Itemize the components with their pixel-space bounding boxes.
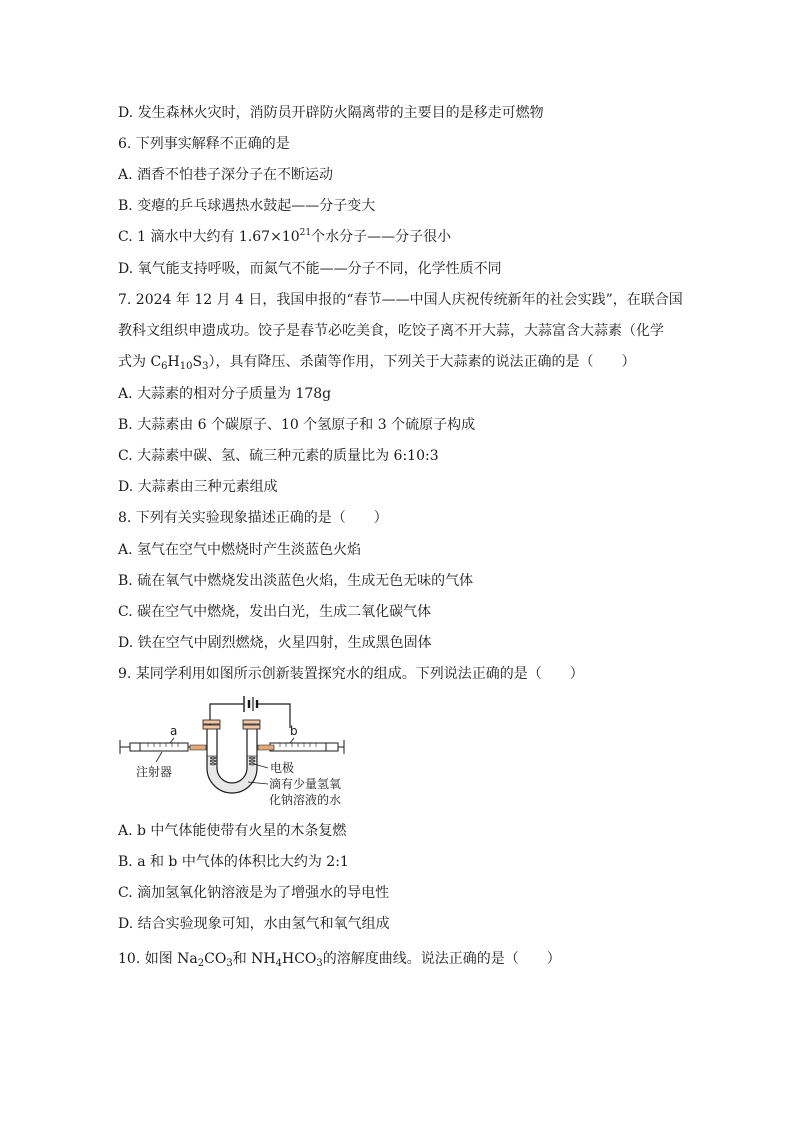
- q6-option-a: A. 酒香不怕巷子深分子在不断运动: [118, 167, 334, 183]
- label-electrode: 电极: [270, 761, 295, 775]
- q9-option-d: D. 结合实验现象可知，水由氢气和氧气组成: [118, 916, 390, 932]
- q5-option-d: D. 发生森林火灾时，消防员开辟防火隔离带的主要目的是移走可燃物: [118, 105, 544, 121]
- label-b: b: [290, 724, 298, 738]
- q9-option-c: C. 滴加氢氧化钠溶液是为了增强水的导电性: [118, 885, 390, 901]
- right-connector: [258, 745, 274, 750]
- q8-stem: 8. 下列有关实验现象描述正确的是（ ）: [118, 510, 388, 526]
- q7-option-d: D. 大蒜素由三种元素组成: [118, 479, 278, 495]
- q7-stem-line1: 7. 2024 年 12 月 4 日，我国申报的“春节——中国人庆祝传统新年的社会实践”，在联合国: [118, 292, 683, 308]
- label-water-line1: 滴有少量氢氧: [269, 777, 342, 791]
- label-water-line2: 化钠溶液的水: [269, 793, 342, 807]
- q9-stem: 9. 某同学利用如图所示创新装置探究水的组成。下列说法正确的是（ ）: [118, 666, 584, 682]
- battery-icon: [244, 696, 257, 712]
- left-connector: [190, 745, 206, 750]
- q7-option-b: B. 大蒜素由 6 个碳原子、10 个氢原子和 3 个硫原子构成: [118, 417, 476, 433]
- q9-option-a: A. b 中气体能使带有火星的木条复燃: [118, 823, 347, 839]
- q10-stem: 10. 如图 $Na_2CO_3$和 $NH_4HCO_3$的溶解度曲线。说法正确的是（ ）: [118, 951, 561, 969]
- q6-option-b: B. 变瘪的乒乓球遇热水鼓起——分子变大: [118, 198, 376, 214]
- left-syringe: [120, 740, 198, 754]
- q8-option-a: A. 氢气在空气中燃烧时产生淡蓝色火焰: [118, 542, 362, 558]
- q7-stem-line2: 教科文组织申遗成功。饺子是春节必吃美食，吃饺子离不开大蒜，大蒜富含大蒜素（化学: [118, 323, 664, 339]
- q6-option-c: C. 1 滴水中大约有 $1.67\times 10^{21}$个水分子——分子很小: [118, 228, 452, 245]
- q6-option-d: D. 氧气能支持呼吸，而氮气不能——分子不同，化学性质不同: [118, 261, 502, 277]
- q7-option-a: A. 大蒜素的相对分子质量为 178g: [118, 386, 332, 402]
- q7-option-c: C. 大蒜素中碳、氢、硫三种元素的质量比为 6:10:3: [118, 448, 439, 464]
- electrolysis-apparatus-figure: [118, 692, 358, 812]
- label-a: a: [170, 724, 178, 738]
- q8-option-b: B. 硫在氧气中燃烧发出淡蓝色火焰，生成无色无味的气体: [118, 573, 474, 589]
- q6-stem: 6. 下列事实解释不正确的是: [118, 136, 290, 152]
- stoppers: [203, 720, 260, 729]
- q9-option-b: B. a 和 b 中气体的体积比大约为 2:1: [118, 854, 349, 870]
- q8-option-d: D. 铁在空气中剧烈燃烧，火星四射，生成黑色固体: [118, 635, 432, 651]
- label-syringe: 注射器: [136, 765, 173, 779]
- q7-stem-line3: 式为 $C_6H_{10}S_3$），具有降压、杀菌等作用，下列关于大蒜素的说法正确的是（ ）: [118, 354, 636, 372]
- q8-option-c: C. 碳在空气中燃烧，发出白光，生成二氧化碳气体: [118, 604, 432, 620]
